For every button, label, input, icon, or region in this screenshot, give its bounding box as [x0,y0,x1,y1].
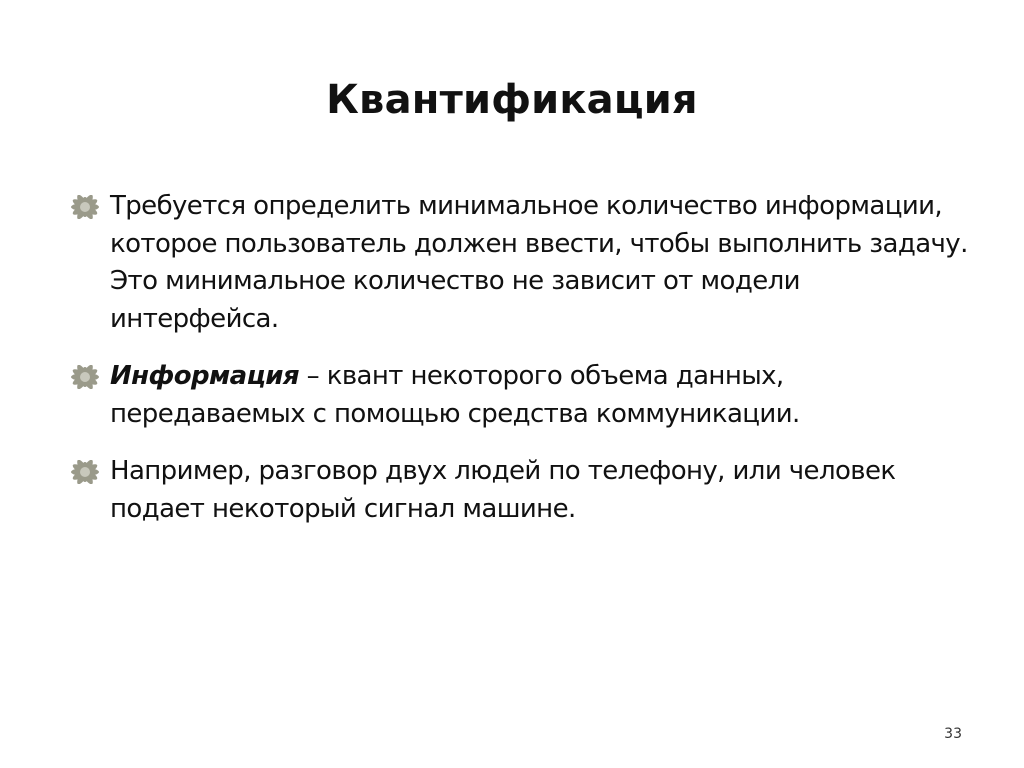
list-item [70,453,970,528]
bullet-text: Например, разговор двух людей по телефону, или человек подает некоторый сигнал машине. [110,456,896,524]
bullet-term: Информация [110,361,299,391]
list-item [70,358,970,433]
flower-bullet-icon [70,195,100,219]
slide-title: Квантификация [326,77,698,123]
bullet-text: Требуется определить минимальное количество информации, которое пользователь должен ввести, чтобы выполнить задачу. Это минимальное количество не зависит от модели интерфейса. [110,191,968,334]
bullet-list [70,188,970,548]
flower-bullet-icon [70,460,100,484]
list-item [70,188,970,338]
bullet-text: – квант некоторого объема данных, передаваемых с помощью средства коммуникации. [110,361,800,429]
flower-bullet-icon [70,365,100,389]
page-number: 33 [944,726,962,742]
